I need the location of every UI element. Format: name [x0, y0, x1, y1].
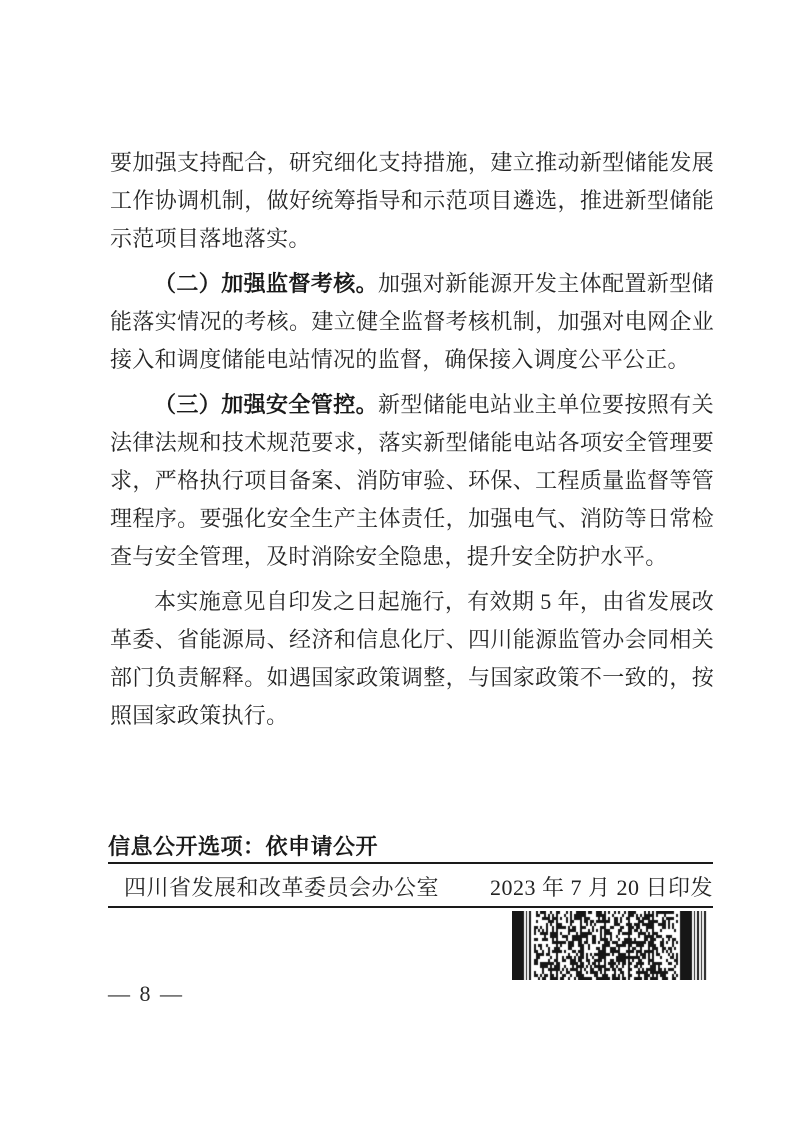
- issuing-office: 四川省发展和改革委员会办公室: [124, 875, 440, 900]
- disclosure-value: 依申请公开: [265, 834, 379, 859]
- paragraph: [110, 144, 714, 258]
- paragraph-heading: （二）加强监督考核。: [154, 271, 379, 296]
- paragraph: [110, 386, 714, 576]
- page-number: — 8 —: [108, 981, 184, 1006]
- paragraph-heading: （三）加强安全管控。: [154, 392, 379, 417]
- paragraph-text: 要加强支持配合，研究细化支持措施，建立推动新型储能发展工作协调机制，做好统筹指导和示范项目遴选，推进新型储能示范项目落地落实。: [110, 150, 714, 251]
- paragraph-text: 加强对新能源开发主体配置新型储能落实情况的考核。建立健全监督考核机制，加强对电网企业接入和调度储能电站情况的监督，确保接入调度公平公正。: [110, 271, 714, 372]
- print-date: 2023 年 7 月 20 日印发: [489, 875, 713, 900]
- issuer-row: [108, 864, 713, 908]
- paragraph: [110, 265, 714, 379]
- document-footer: [108, 835, 713, 908]
- paragraph-text: 本实施意见自印发之日起施行，有效期 5 年，由省发展改革委、省能源局、经济和信息化厅、四川能源监管办会同相关部门负责解释。如遇国家政策调整，与国家政策不一致的，按照国家政策执行。: [110, 589, 714, 728]
- disclosure-row: [108, 835, 713, 864]
- document-body: [110, 144, 714, 735]
- disclosure-label: 信息公开选项：: [108, 834, 266, 859]
- paragraph-text: 新型储能电站业主单位要按照有关法律法规和技术规范要求，落实新型储能电站各项安全管理要求，严格执行项目备案、消防审验、环保、工程质量监督等管理程序。要强化安全生产主体责任，加强电气、消防等日常检查与安全管理，及时消除安全隐患，提升安全防护水平。: [110, 392, 714, 569]
- paragraph: [110, 583, 714, 735]
- barcode: [512, 911, 708, 980]
